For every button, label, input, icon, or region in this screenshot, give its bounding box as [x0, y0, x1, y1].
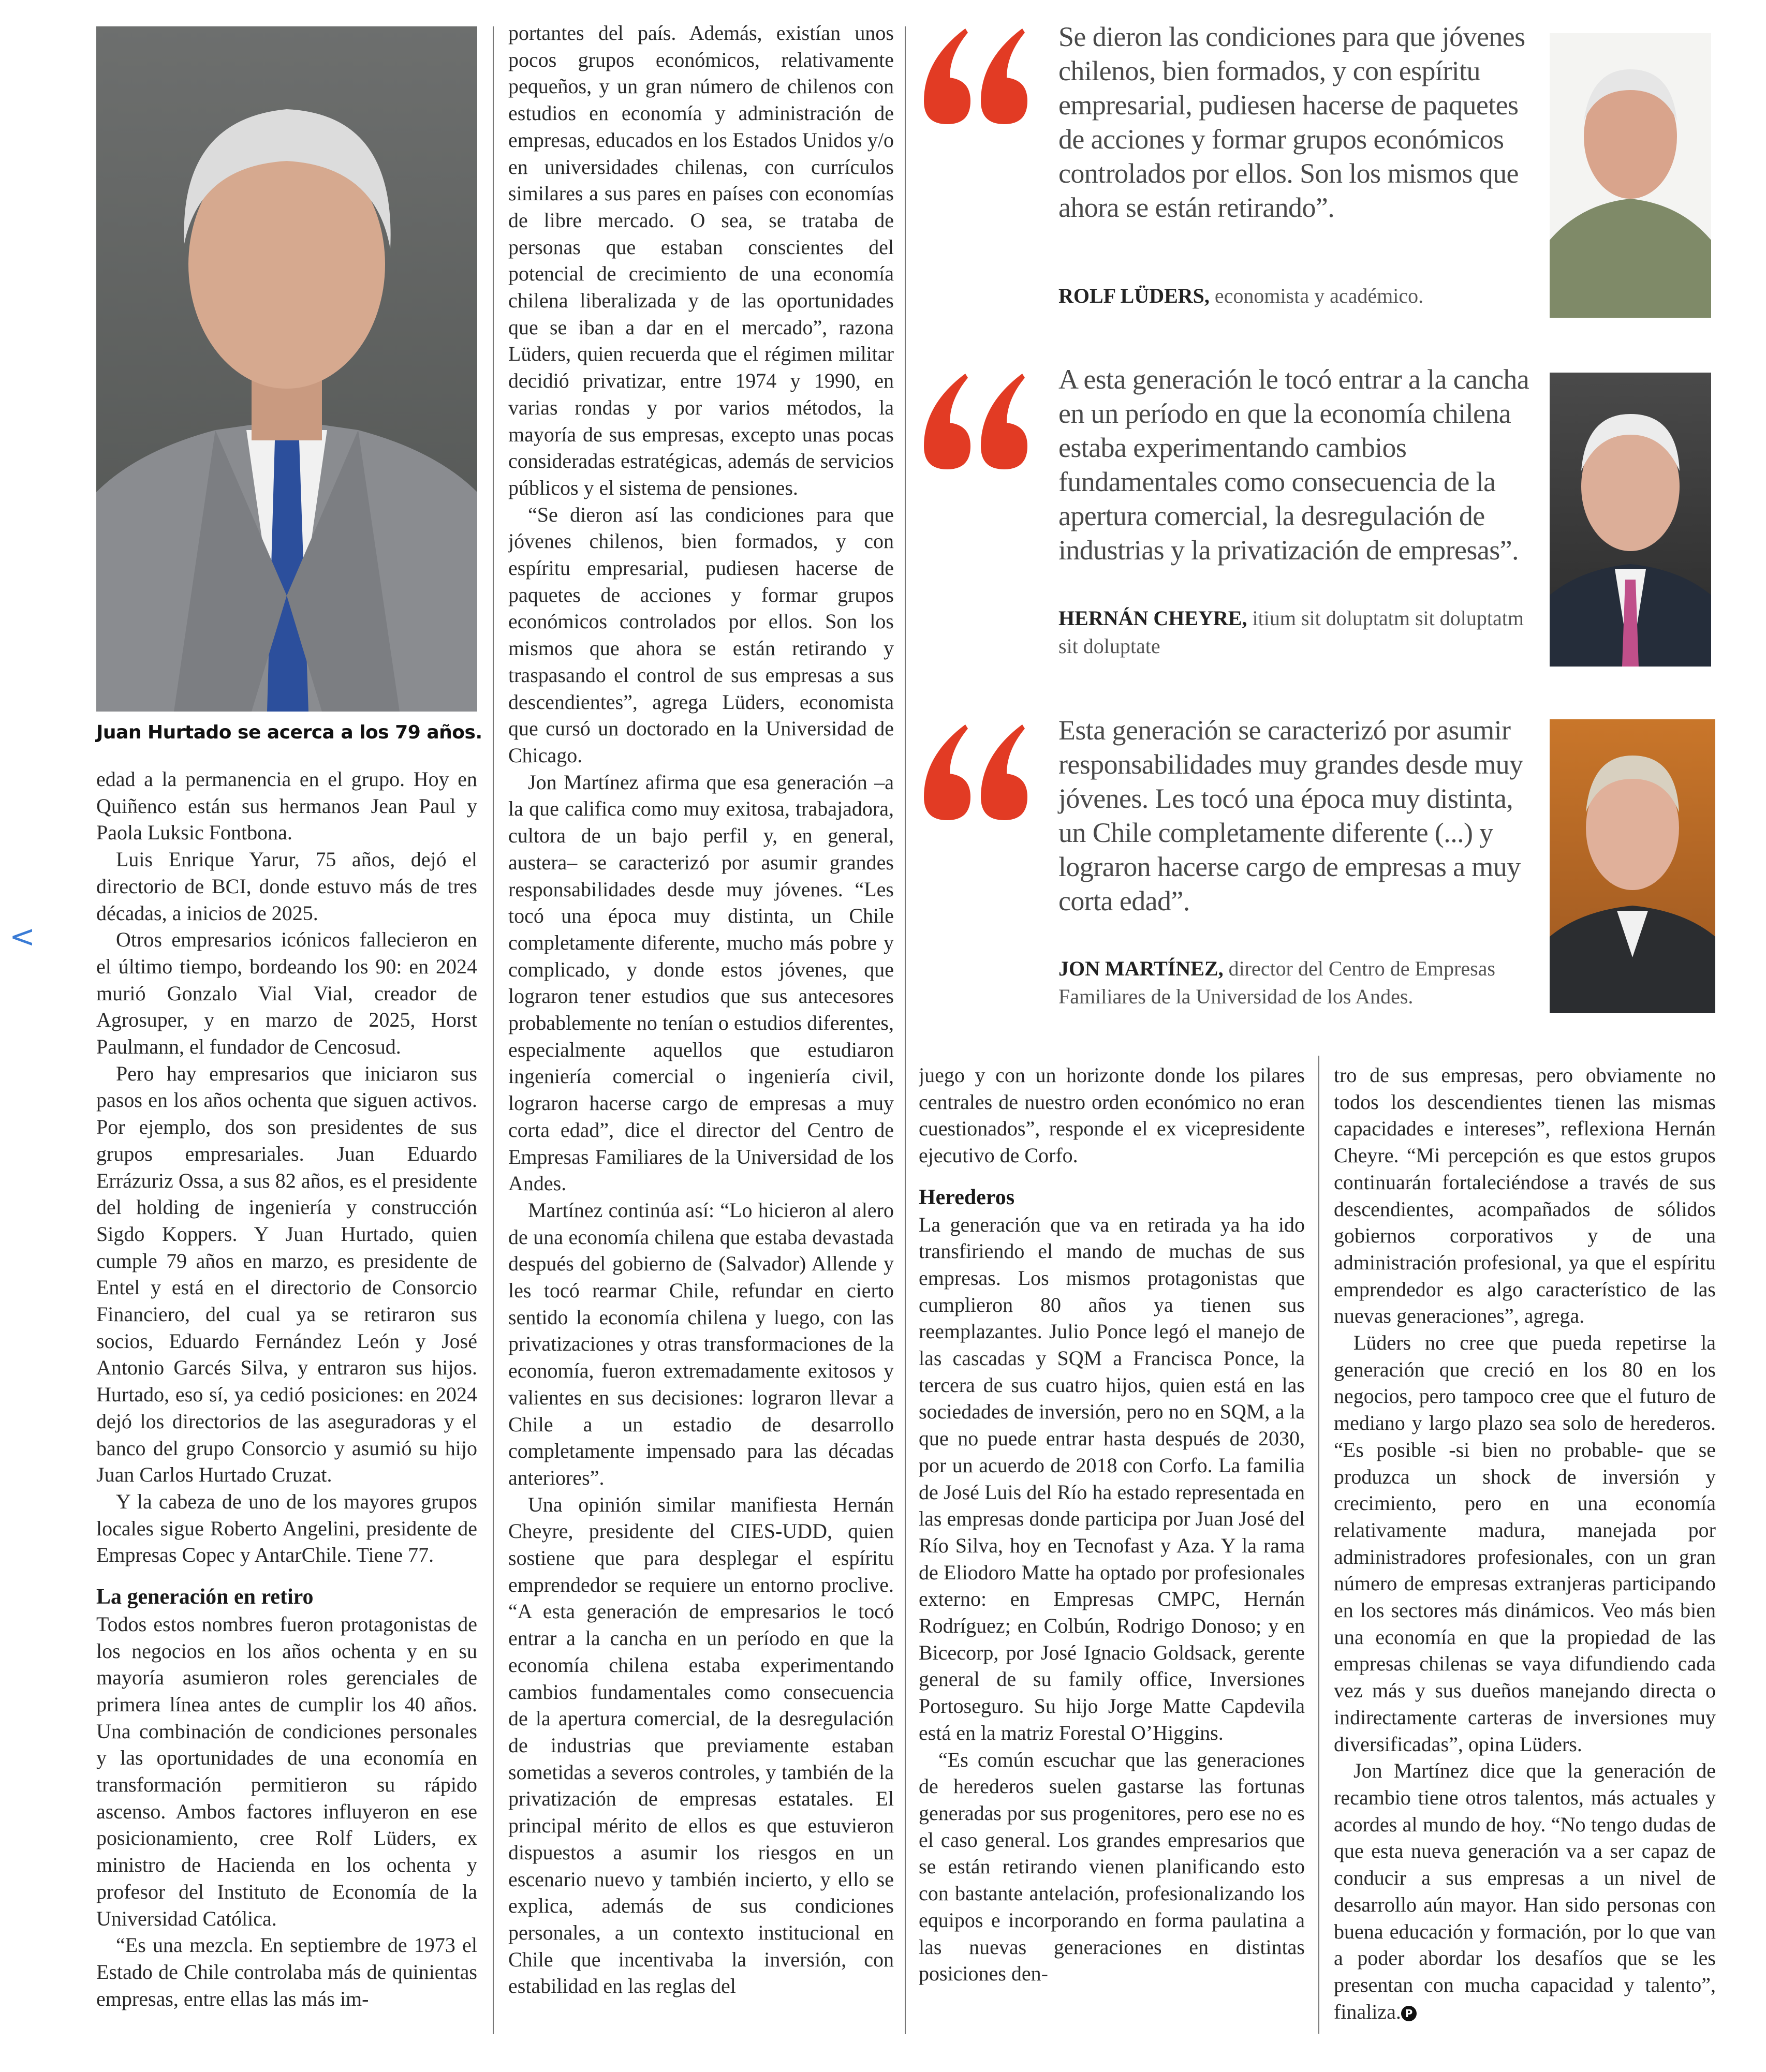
paragraph: juego y con un horizonte donde los pilares centrales de nuestro orden económico no eran cuestionados”, responde el ex vicepresidente ejecutivo de Corfo.	[919, 1063, 1305, 1167]
quote-author: ROLF LÜDERS,	[1058, 284, 1210, 307]
article-column-3	[919, 1062, 1305, 2045]
paragraph: portantes del país. Además, existían unos pocos grupos económicos, relativamente pequeños, y un gran número de chilenos con estudios en economía y administración de empresas, educados en los Estados Unidos y/o en universidades chilenas, con currículos similares a sus pares en países con economías de libre mercado. O sea, se trataba de personas que estaban conscientes del potencial de crecimiento de una economía chilena liberalizada y de las oportunidades que se iban a dar en el mercado”, razona Lüders, quien recuerda que el régimen militar decidió privatizar, entre 1974 y 1990, en varias rondas y por varios métodos, la mayoría de sus empresas, excepto unas pocas consideradas estratégicas, además de servicios públicos y el sistema de pensiones.	[508, 21, 894, 499]
photo-hernan-cheyre	[1550, 373, 1711, 667]
paragraph: Martínez continúa así: “Lo hicieron al alero de una economía chilena que estaba devastada después del gobierno de (Salvador) Allende y les tocó rearmar Chile, refundar en cierto sentido la economía chilena y luego, con las privatizaciones y otras transformaciones de la economía, fueron extremadamente exitosos y valientes en sus decisiones: lograron llevar a Chile a un estadio de desarrollo completamente impensado para las décadas anteriores”.	[508, 1198, 894, 1489]
end-of-article-icon: P	[1401, 2006, 1417, 2021]
quote-author-role: itium sit doluptatm sit doluptatm sit doluptate	[1058, 606, 1524, 658]
paragraph: Una opinión similar manifiesta Hernán Cheyre, presidente del CIES-UDD, quien sostiene que para desplegar el espíritu emprendedor se requiere un entorno proclive. “A esta generación de empresarios le tocó entrar a la cancha en un período en que la economía chilena estaba experimentando cambios fundamentales como consecuencia de la apertura comercial, de la desregulación de industrias que previamente estaban sometidas a severos controles, y también de la privatización de empresas estatales. El principal mérito de ellos es que estuvieron dispuestos a asumir los riesgos en un escenario nuevo y también incierto, y ello se explica, además de sus condiciones personales, a un contexto institucional en Chile que incentivaba la inversión, con estabilidad en las reglas del	[508, 1492, 894, 1998]
paragraph: Otros empresarios icónicos fallecieron en el último tiempo, bordeando los 90: en 2024 murió Gonzalo Vial Vial, creador de Agrosuper, y en marzo de 2025, Horst Paulmann, el fundador de Cencosud.	[96, 928, 477, 1059]
article-column-1	[96, 766, 477, 2044]
article-column-2	[508, 20, 894, 2044]
pull-quote-text: A esta generación le tocó entrar a la cancha en un período en que la economía chilena estaba experimentando cambios fundamentales como consecuencia de la apertura comercial, la desregulación de industrias y la privatización de empresas”.	[1058, 364, 1529, 566]
quote-mark-icon	[919, 23, 1043, 127]
paragraph: “Es una mezcla. En septiembre de 1973 el Estado de Chile controlaba más de quinientas empresas, entre ellas las más im-	[96, 1933, 477, 2010]
column-divider	[1318, 1056, 1319, 2034]
previous-page-arrow[interactable]: <	[9, 919, 36, 955]
pull-quote-attribution	[1058, 955, 1535, 1011]
quote-author: JON MARTÍNEZ,	[1058, 957, 1224, 980]
quote-mark-icon	[919, 719, 1043, 823]
paragraph: “Se dieron así las condiciones para que jóvenes chilenos, bien formados, y con espíritu empresarial, pudiesen hacerse de paquetes de acciones y formar grupos económicos controlados por ellos. Son los mismos que ahora se están retirando y traspasando el control de sus empresas a sus descendientes”, agrega Lüders, economista que cursó un doctorado en la Universidad de Chicago.	[508, 502, 894, 767]
column-divider	[905, 26, 906, 2034]
pull-quote-attribution	[1058, 604, 1535, 660]
pull-quote-text: Se dieron las condiciones para que jóvenes chilenos, bien formados, y con espíritu empresarial, pudiesen hacerse de paquetes de acciones y formar grupos económicos controlados por ellos. Son los mismos que ahora se están retirando”.	[1058, 21, 1525, 223]
column-divider	[493, 26, 494, 2034]
paragraph: Luis Enrique Yarur, 75 años, dejó el directorio de BCI, donde estuvo más de tres décadas, a inicios de 2025.	[96, 848, 477, 925]
paragraph: Y la cabeza de uno de los mayores grupos locales sigue Roberto Angelini, presidente de Empresas Copec y AntarChile. Tiene 77.	[96, 1489, 477, 1567]
photo-jon-martinez	[1550, 719, 1715, 1013]
paragraph: “Es común escuchar que las generaciones de herederos suelen gastarse las fortunas generadas por sus progenitores, pero ese no es el caso general. Los grandes empresarios que se están retirando vienen planificando esto con bastante antelación, profesionalizando los equipos e incorporando en forma paulatina a las nuevas generaciones en distintas posiciones den-	[919, 1748, 1305, 1986]
paragraph: La generación que va en retirada ya ha ido transfiriendo el mando de muchas de sus empresas. Los mismos protagonistas que cumplieron 80 años ya tienen sus reemplazantes. Julio Ponce legó el manejo de las cascadas y SQM a Francisca Ponce, la tercera de sus cuatro hijos, quien está en las sociedades de inversión, pero no en SQM, a la que no puede entrar hasta después de 2030, por un acuerdo de 2018 con Corfo. La familia de José Luis del Río ha estado representada en las empresas donde participa por Juan José del Río Silva, hoy en Tecnofast y Aza. Y la rama de Eliodoro Matte ha optado por profesionales externo: en Empresas CMPC, Hernán Rodríguez; en Colbún, Rodrigo Donoso; y en Bicecorp, por José Ignacio Goldsack, gerente general de su family office, Inversiones Portoseguro. Su hijo Jorge Matte Capdevila está en la matriz Forestal O’Higgins.	[919, 1212, 1305, 1744]
paragraph: edad a la permanencia en el grupo. Hoy en Quiñenco están sus hermanos Jean Paul y Paola Luksic Fontbona.	[96, 767, 477, 845]
paragraph-text: Jon Martínez dice que la generación de recambio tiene otros talentos, más actuales y acordes al mundo de hoy. “No tengo dudas de que esta nueva generación va a ser capaz de conducir a sus empresas a un nivel de desarrollo aún mayor. Han sido personas con buena educación y formación, por lo que van a poder abordar los desafíos que se les presentan con mucha capacidad y talento”, finaliza.	[1334, 1759, 1716, 2023]
article-column-4	[1334, 1062, 1716, 2045]
paragraph: tro de sus empresas, pero obviamente no todos los descendientes tienen las mismas capacidades e intereses”, reflexiona Hernán Cheyre. “Mi percepción es que estos grupos continuarán fortaleciéndose a través de sus descendientes, acompañados de sólidos gobiernos corporativos y de una administración profesional, ya que el espíritu emprendedor es algo característico de las nuevas generaciones”, agrega.	[1334, 1063, 1716, 1328]
paragraph: Lüders no cree que pueda repetirse la generación que creció en los 80 en los negocios, pero tampoco cree que el futuro de mediano y largo plazo sea solo de herederos. “Es posible -si bien no probable- que se produzca un shock de inversión y crecimiento, pero en una economía relativamente madura, manejada por administradores profesionales, con un gran número de empresas extranjeras participando en los sectores más dinámicos. Veo más bien una economía en que la propiedad de las empresas chilenas se vaya difundiendo cada vez más y sus dueños manejando directa o indirectamente carteras de inversiones muy diversificadas”, opina Lüders.	[1334, 1331, 1716, 1756]
paragraph: Jon Martínez afirma que esa generación –a la que califica como muy exitosa, trabajadora, cultora de un bajo perfil y, en general, austera– se caracterizó por asumir grandes responsabilidades desde muy jóvenes. “Les tocó una época muy distinta, un Chile completamente diferente, mucho más pobre y complicado, y donde estos jóvenes, que lograron tener estudios que sus antecesores probablemente no tenían o estudios diferentes, especialmente aquellos que estudiaron ingeniería comercial o ingeniería civil, lograron hacerse cargo de empresas a muy corta edad”, dice el director del Centro de Empresas Familiares de la Universidad de los Andes.	[508, 770, 894, 1195]
paragraph: Pero hay empresarios que iniciaron sus pasos en los años ochenta que siguen activos. Por ejemplo, dos son presidentes de sus grupos empresariales. Juan Eduardo Errázuriz Ossa, a sus 82 años, es el presidente del holding de ingeniería y construcción Sigdo Koppers. Y Juan Hurtado, quien cumple 79 años en marzo, es presidente de Entel y está en el directorio de Consorcio Financiero, del cual ya se retiraron sus socios, Eduardo Fernández León y José Antonio Garcés Silva, y entraron sus hijos. Hurtado, eso sí, ya cedió posiciones: en 2024 dejó los directorios de las aseguradoras y el banco del grupo Consorcio y asumió su hijo Juan Carlos Hurtado Cruzat.	[96, 1061, 477, 1487]
quote-author-role: economista y académico.	[1214, 284, 1424, 307]
photo-juan-hurtado	[96, 26, 477, 712]
quote-mark-icon	[919, 368, 1043, 472]
paragraph	[1334, 1757, 1716, 2025]
quote-author: HERNÁN CHEYRE,	[1058, 606, 1247, 630]
pull-quote-attribution	[1058, 282, 1535, 310]
pull-quote-text: Esta generación se caracterizó por asumir responsabilidades muy grandes desde muy jóvenes. Les tocó una época muy distinta, un Chile completamente diferente (...) y lograron hacerse cargo de empresas a muy corta edad”.	[1058, 715, 1523, 916]
section-heading: Herederos	[919, 1185, 1015, 1209]
photo-caption: Juan Hurtado se acerca a los 79 años.	[96, 722, 482, 743]
quote-author-role: director del Centro de Empresas Familiares de la Universidad de los Andes.	[1058, 957, 1495, 1008]
paragraph: Todos estos nombres fueron protagonistas de los negocios en los años ochenta y en su mayoría asumieron roles gerenciales de primera línea antes de cumplir los 40 años. Una combinación de condiciones personales y las oportunidades de una economía en transformación permitieron su rápido ascenso. Ambos factores influyeron en ese posicionamiento, cree Rolf Lüders, ex ministro de Hacienda en los ochenta y profesor del Instituto de Economía de la Universidad Católica.	[96, 1612, 477, 1930]
section-heading: La generación en retiro	[96, 1585, 314, 1609]
photo-rolf-luders	[1550, 33, 1711, 318]
